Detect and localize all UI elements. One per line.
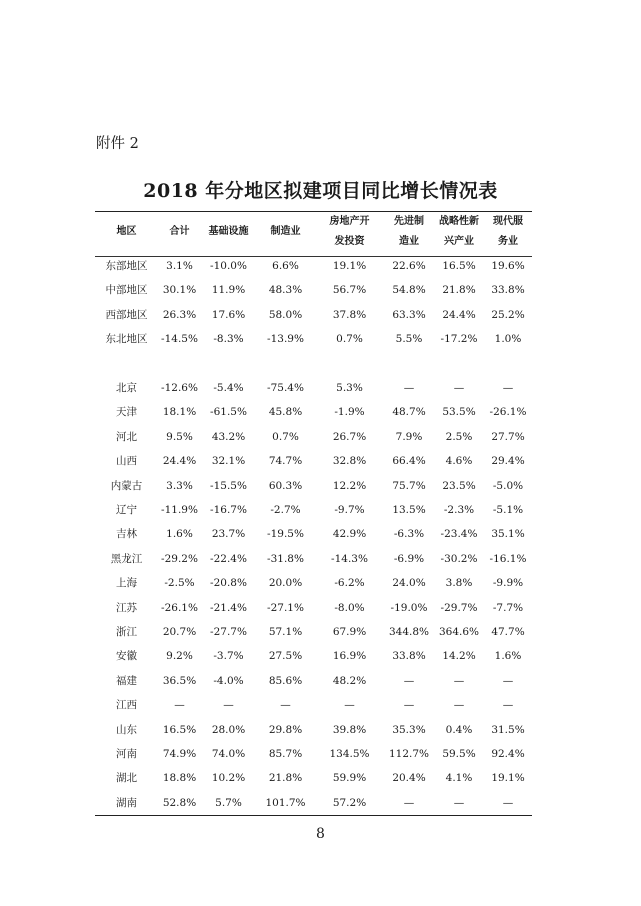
table-row	[95, 449, 532, 473]
table-cell: 20.4%	[392, 772, 426, 785]
table-cell: 1.6%	[166, 528, 193, 541]
region-name: 湖南	[116, 796, 137, 809]
table-cell: 47.7%	[491, 626, 525, 638]
region-name: 北京	[116, 382, 137, 394]
table-cell: 0.7%	[336, 333, 363, 346]
table-cell: 16.9%	[332, 650, 367, 663]
table-cell: —	[502, 699, 514, 712]
table-row	[95, 669, 532, 693]
table-cell: —	[403, 796, 415, 809]
table-cell: 28.0%	[211, 723, 246, 736]
table-cell: -29.7%	[440, 601, 478, 614]
table-cell: 20.0%	[268, 577, 303, 590]
table-cell: -2.5%	[164, 577, 195, 590]
table-cell: 52.8%	[162, 796, 197, 809]
table-row	[95, 693, 532, 717]
table-cell: 6.6%	[272, 260, 299, 272]
table-cell: 1.6%	[494, 650, 522, 663]
table-cell: 24.4%	[442, 308, 476, 321]
table-row	[95, 400, 532, 424]
table-cell: 53.5%	[442, 406, 476, 419]
table-cell: 43.2%	[211, 430, 246, 443]
region-name: 西部地区	[105, 308, 148, 321]
header-cell: 房地产开	[329, 216, 370, 227]
table-cell: —	[174, 699, 185, 712]
header-cell: 地区	[116, 226, 137, 237]
region-name: 河北	[116, 430, 137, 443]
table-cell: 3.8%	[445, 577, 473, 590]
header-cell: 兴产业	[444, 236, 474, 247]
table-cell: -23.4%	[440, 528, 478, 541]
table-row	[95, 425, 532, 449]
table-cell: -30.2%	[440, 552, 478, 565]
table-cell: 2.5%	[445, 430, 473, 443]
table-cell: —	[453, 674, 465, 687]
table-cell: 3.1%	[166, 260, 193, 272]
table-row	[95, 644, 532, 668]
header-cell: 现代服	[493, 216, 523, 227]
table-cell: -6.3%	[393, 528, 425, 541]
table-cell: 26.3%	[162, 308, 197, 321]
region-name: 东北地区	[105, 333, 148, 346]
table-cell: 12.2%	[332, 479, 367, 492]
table-cell: -6.2%	[334, 577, 365, 590]
table-cell: 26.7%	[332, 430, 367, 443]
header-cell: 务业	[498, 236, 518, 247]
header-cell: 先进制	[394, 216, 424, 227]
table-cell: 63.3%	[392, 308, 426, 321]
table-cell: -7.7%	[492, 601, 524, 614]
table-cell: 59.5%	[442, 748, 476, 760]
table-cell: —	[502, 796, 514, 809]
table-cell: 0.7%	[272, 430, 299, 443]
table-cell: —	[403, 382, 415, 394]
table-cell: 32.8%	[332, 455, 367, 468]
region-name: 山东	[116, 723, 137, 736]
table-cell: 27.7%	[491, 430, 525, 443]
table-cell: —	[403, 674, 415, 687]
table-cell: 92.4%	[491, 748, 525, 760]
header-cell: 基础设施	[208, 226, 249, 237]
table-cell: 23.5%	[442, 479, 476, 492]
table-cell: 42.9%	[332, 528, 367, 541]
table-cell: —	[453, 382, 465, 394]
table-cell: 0.4%	[445, 723, 473, 736]
table-cell: 17.6%	[211, 308, 246, 321]
table-cell: —	[502, 674, 514, 687]
table-cell: 9.5%	[166, 430, 193, 443]
table-cell: -5.1%	[492, 504, 524, 516]
table-row	[95, 547, 532, 571]
region-name: 安徽	[116, 650, 137, 663]
table-cell: 19.1%	[332, 260, 367, 272]
table-cell: 48.2%	[332, 674, 367, 687]
table-cell: -19.5%	[267, 528, 304, 541]
table-cell: -27.7%	[210, 626, 247, 638]
table-cell: -5.0%	[492, 479, 524, 492]
table-cell: —	[453, 796, 465, 809]
table-cell: 344.8%	[388, 626, 430, 638]
table-cell: 5.3%	[336, 382, 363, 394]
table-cell: 16.5%	[442, 260, 476, 272]
table-cell: 35.3%	[392, 723, 426, 736]
table-cell: -75.4%	[267, 382, 304, 394]
table-cell: -6.9%	[393, 552, 425, 565]
table-cell: 74.7%	[268, 455, 303, 468]
table-cell: -8.3%	[213, 333, 244, 346]
table-cell: —	[453, 699, 465, 712]
table-cell: —	[223, 699, 234, 712]
table-row	[95, 596, 532, 620]
table-cell: 48.7%	[392, 406, 426, 419]
table-cell: -20.8%	[210, 577, 247, 590]
table-cell: -26.1%	[489, 406, 527, 419]
table-cell: 5.7%	[215, 796, 242, 809]
table-row	[95, 571, 532, 595]
table-cell: 4.6%	[445, 455, 473, 468]
table-cell: —	[502, 382, 514, 394]
table-cell: 101.7%	[265, 796, 306, 809]
table-cell: 32.1%	[211, 455, 246, 468]
table-row	[95, 718, 532, 742]
region-name: 湖北	[116, 772, 137, 785]
table-cell: -27.1%	[267, 601, 304, 614]
table-cell: -16.7%	[210, 504, 247, 516]
table-cell: 1.0%	[494, 333, 522, 346]
table-cell: 13.5%	[392, 504, 426, 516]
table-cell: 33.8%	[491, 284, 525, 297]
table-cell: -26.1%	[161, 601, 198, 614]
table-cell: -1.9%	[334, 406, 365, 419]
table-cell: 5.5%	[395, 333, 423, 346]
table-row	[95, 522, 532, 546]
header-cell: 战略性新	[439, 216, 479, 227]
table-cell: 19.6%	[491, 260, 525, 272]
table-cell: 35.1%	[491, 528, 525, 541]
table-row	[95, 498, 532, 522]
table-row	[95, 376, 532, 400]
table-cell: -29.2%	[161, 552, 198, 565]
header-cell: 造业	[399, 236, 419, 247]
table-cell: 85.6%	[268, 674, 303, 687]
table-cell: 3.3%	[166, 479, 193, 492]
table-cell: 75.7%	[392, 479, 426, 492]
table-cell: 24.0%	[392, 577, 426, 590]
region-name: 天津	[116, 406, 137, 419]
region-name: 上海	[116, 577, 137, 590]
table-cell: -13.9%	[267, 333, 304, 346]
table-cell: -8.0%	[334, 601, 365, 614]
table-cell: -21.4%	[210, 601, 247, 614]
attachment-label: 附件 2	[96, 136, 139, 152]
table-cell: -9.7%	[334, 504, 365, 516]
table-cell: -12.6%	[161, 382, 198, 394]
table-cell: 21.8%	[268, 772, 303, 785]
table-cell: 66.4%	[392, 455, 426, 468]
table-cell: -2.3%	[443, 504, 475, 516]
table-cell: 37.8%	[332, 308, 367, 321]
table-cell: —	[403, 699, 415, 712]
table-cell: 10.2%	[211, 772, 246, 785]
table-cell: 36.5%	[162, 674, 197, 687]
table-cell: 112.7%	[388, 748, 430, 760]
table-cell: -17.2%	[440, 333, 478, 346]
table-bottom-rule	[95, 815, 532, 816]
table-cell: 11.9%	[211, 284, 246, 297]
header-cell: 制造业	[270, 226, 301, 237]
table-cell: -10.0%	[210, 260, 247, 272]
table-cell: 67.9%	[332, 626, 367, 638]
region-name: 山西	[116, 455, 137, 468]
table-cell: -4.0%	[213, 674, 244, 687]
table-cell: 30.1%	[162, 284, 197, 297]
region-name: 江西	[116, 699, 137, 712]
table-cell: 18.1%	[162, 406, 197, 419]
table-cell: 74.9%	[162, 748, 197, 760]
region-name: 东部地区	[105, 260, 148, 272]
table-row	[95, 791, 532, 815]
table-cell: 25.2%	[491, 308, 525, 321]
page-number: 8	[316, 826, 325, 842]
table-cell: 19.1%	[491, 772, 525, 785]
table-cell: 59.9%	[332, 772, 367, 785]
header-cell: 发投资	[334, 236, 365, 247]
table-cell: -14.3%	[331, 552, 368, 565]
table-row	[95, 254, 532, 278]
region-name: 黑龙江	[110, 552, 143, 565]
table-cell: 24.4%	[162, 455, 197, 468]
table-cell: 21.8%	[442, 284, 476, 297]
table-cell: -16.1%	[489, 552, 527, 565]
region-name: 福建	[116, 674, 137, 687]
table-row	[95, 303, 532, 327]
table-cell: 58.0%	[268, 308, 303, 321]
table-cell: -31.8%	[267, 552, 304, 565]
table-cell: 54.8%	[392, 284, 426, 297]
table-row	[95, 620, 532, 644]
table-cell: 56.7%	[332, 284, 367, 297]
table-row	[95, 278, 532, 302]
table-row	[95, 742, 532, 766]
region-name: 中部地区	[105, 284, 148, 297]
table-cell: -22.4%	[210, 552, 247, 565]
table-cell: -15.5%	[210, 479, 247, 492]
table-row	[95, 766, 532, 790]
table-cell: 45.8%	[268, 406, 303, 419]
region-name: 江苏	[116, 601, 137, 614]
table-cell: -5.4%	[213, 382, 244, 394]
table-cell: -14.5%	[161, 333, 198, 346]
table-cell: 18.8%	[162, 772, 197, 785]
table-cell: 22.6%	[392, 260, 426, 272]
region-name: 辽宁	[116, 504, 137, 516]
table-cell: -3.7%	[213, 650, 244, 663]
table-cell: -11.9%	[161, 504, 198, 516]
region-name: 吉林	[116, 528, 137, 541]
table-cell: 14.2%	[442, 650, 476, 663]
table-cell: 16.5%	[162, 723, 197, 736]
table-cell: 9.2%	[166, 650, 193, 663]
region-name: 河南	[116, 748, 137, 760]
table-cell: 85.7%	[268, 748, 303, 760]
table-cell: 4.1%	[445, 772, 473, 785]
table-cell: 364.6%	[438, 626, 480, 638]
table-cell: 74.0%	[211, 748, 246, 760]
table-cell: 48.3%	[268, 284, 303, 297]
table-cell: 20.7%	[162, 626, 197, 638]
region-name: 内蒙古	[110, 479, 143, 492]
table-cell: 33.8%	[392, 650, 426, 663]
header-cell: 合计	[169, 226, 190, 237]
table-row	[95, 327, 532, 351]
table-cell: —	[344, 699, 355, 712]
table-title: 2018 年分地区拟建项目同比增长情况表	[143, 180, 498, 202]
table-cell: 57.2%	[332, 796, 367, 809]
table-cell: 29.8%	[268, 723, 303, 736]
table-cell: -19.0%	[390, 601, 428, 614]
table-cell: -61.5%	[210, 406, 247, 419]
table-cell: 39.8%	[332, 723, 367, 736]
table-cell: —	[280, 699, 291, 712]
table-cell: 23.7%	[211, 528, 246, 541]
table-row	[95, 474, 532, 498]
table-cell: 7.9%	[395, 430, 423, 443]
table-cell: 31.5%	[491, 723, 525, 736]
table-cell: 60.3%	[268, 479, 303, 492]
table-cell: -2.7%	[270, 504, 301, 516]
table-cell: 29.4%	[491, 455, 525, 468]
table-cell: 57.1%	[268, 626, 303, 638]
region-name: 浙江	[116, 626, 137, 638]
table-cell: 27.5%	[268, 650, 303, 663]
table-cell: -9.9%	[492, 577, 524, 590]
table-cell: 134.5%	[329, 748, 370, 760]
